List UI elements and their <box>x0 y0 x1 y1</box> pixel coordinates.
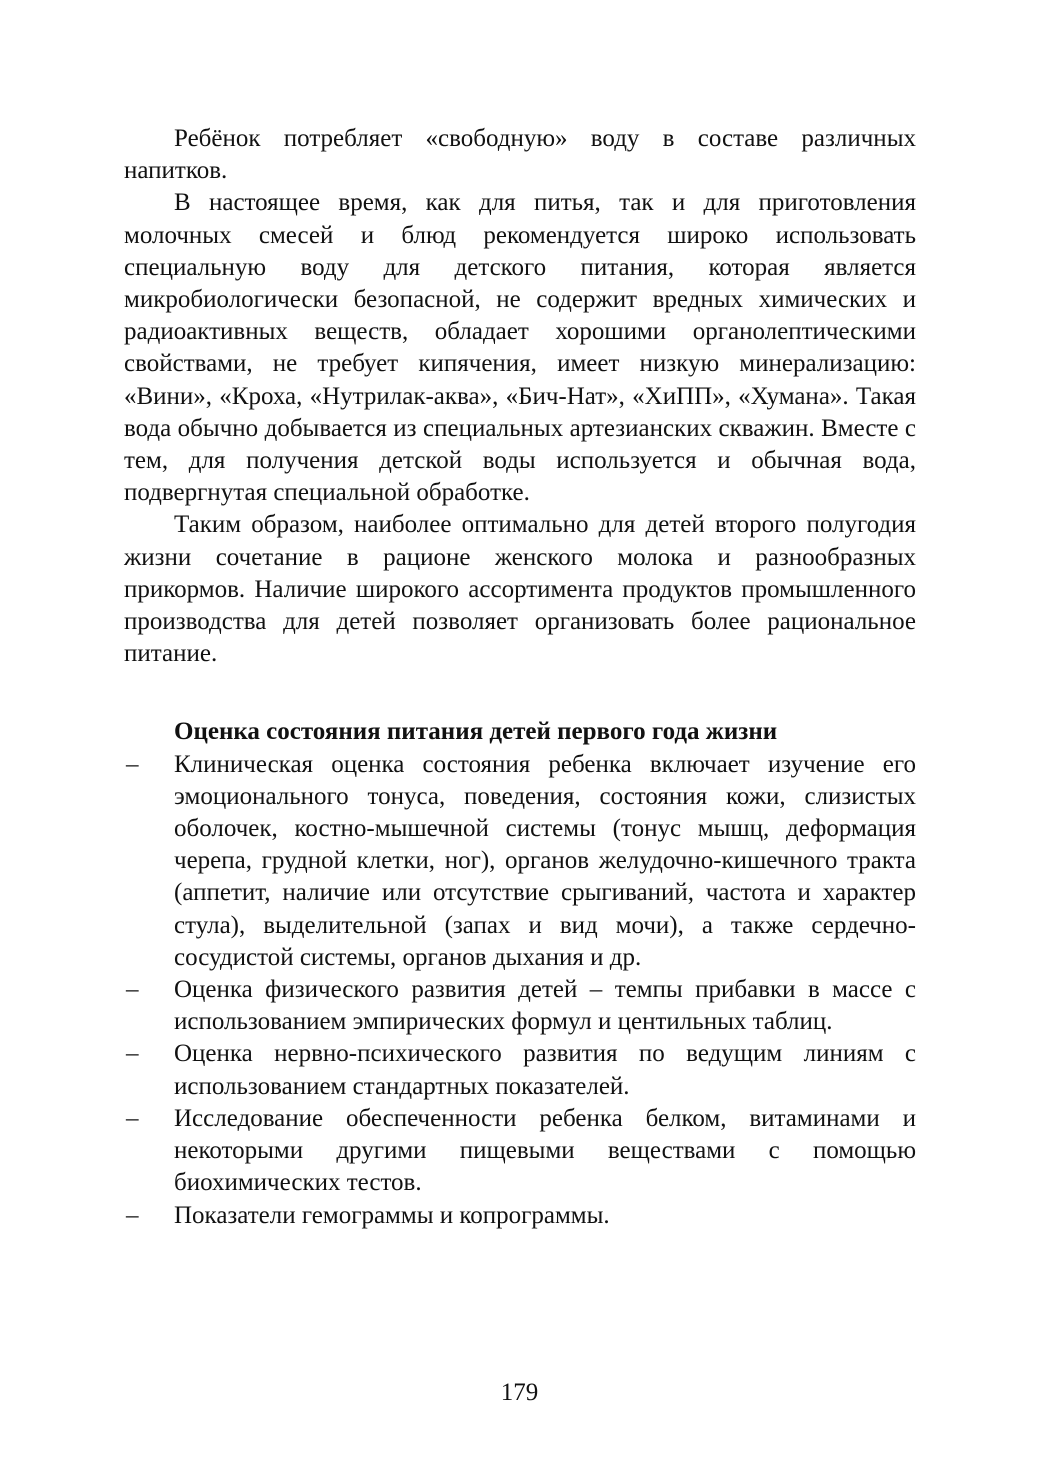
dash-bullet-icon: – <box>126 976 139 1004</box>
page-number: 179 <box>500 1379 539 1406</box>
list-item <box>124 974 916 1038</box>
list-item-text: Оценка нервно-психического развития по ведущим линиям с использованием стандартных показателей. <box>174 1040 916 1100</box>
paragraph-free-water: Ребёнок потребляет «свободную» воду в составе различных напитков. <box>124 125 916 185</box>
list-item <box>124 1200 916 1232</box>
list-item <box>124 749 916 974</box>
paragraph-conclusion: Таким образом, наиболее оптимально для детей второго полугодия жизни сочетание в рационе женского молока и разнообразных прикормов. Наличие широкого ассортимента продуктов промышленного производства для детей позволяет организовать более рациональное питание. <box>124 511 916 668</box>
list-item-text: Показатели гемограммы и копрограммы. <box>174 1201 610 1229</box>
list-item-text: Оценка физического развития детей – темпы прибавки в массе с использованием эмпирических формул и центильных таблиц. <box>174 976 916 1036</box>
paragraph-special-water: В настоящее время, как для питья, так и для приготовления молочных смесей и блюд рекомендуется широко использовать специальную воду для детского питания, которая является микробиологически безопасной, не содержит вредных химических и радиоактивных веществ, обладает хорошими органолептическими свойствами, не требует кипячения, имеет низкую минерализацию: «Вини», «Кроха, «Нутрилак-аква», «Бич-Нат», «ХиПП», «Хумана». Такая вода обычно добывается из специальных артезианских скважин. Вместе с тем, для получения детской воды используется и обычная вода, подвергнутая специальной обработке. <box>124 189 916 507</box>
list-item-text: Клиническая оценка состояния ребенка включает изучение его эмоционального тонуса, поведения, состояния кожи, слизистых оболочек, костно-мышечной системы (тонус мышц, деформация черепа, грудной клетки, ног), органов желудочно-кишечного тракта (аппетит, наличие или отсутствие срыгиваний, частота и характер стула), выделительной (запах и вид мочи), а также сердечно-сосудистой системы, органов дыхания и др. <box>174 750 916 971</box>
list-item <box>124 1038 916 1102</box>
section-heading: Оценка состояния питания детей первого года жизни <box>174 718 778 746</box>
assessment-list <box>124 749 916 1232</box>
list-item <box>124 1103 916 1200</box>
list-item-text: Исследование обеспеченности ребенка белком, витаминами и некоторыми другими пищевыми веществами с помощью биохимических тестов. <box>174 1104 916 1197</box>
dash-bullet-icon: – <box>126 1040 139 1068</box>
dash-bullet-icon: – <box>126 750 139 778</box>
page-body <box>124 123 916 1232</box>
dash-bullet-icon: – <box>126 1201 139 1229</box>
dash-bullet-icon: – <box>126 1104 139 1132</box>
